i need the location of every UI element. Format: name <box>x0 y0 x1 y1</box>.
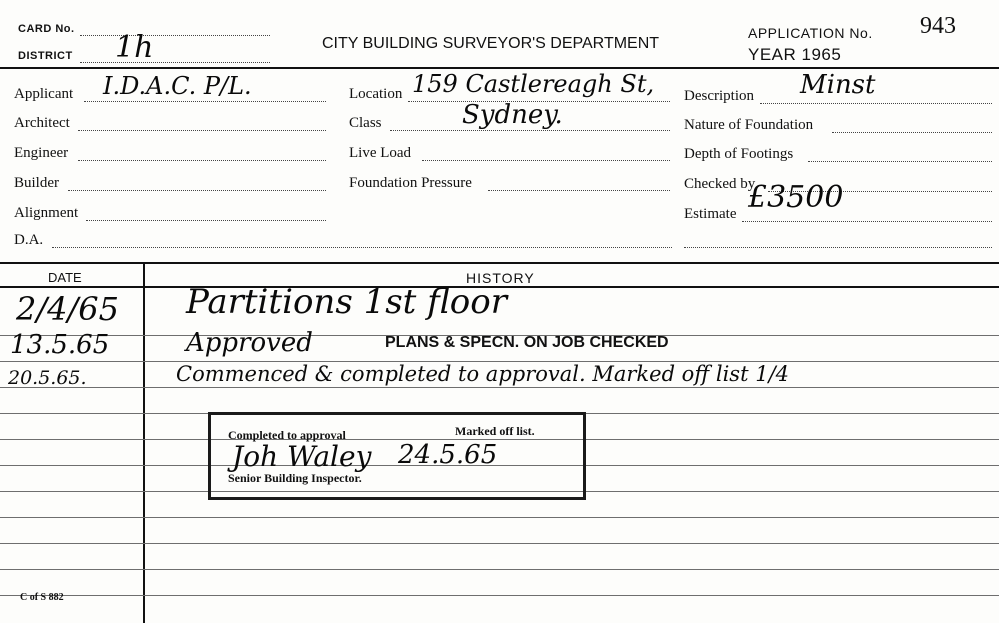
estimate-line <box>742 221 992 222</box>
history-text-2: Approved <box>186 328 313 358</box>
district-line <box>80 62 270 63</box>
location-value-line1: 159 Castlereagh St, <box>412 70 655 98</box>
da-line <box>52 247 672 248</box>
history-rule <box>0 569 999 570</box>
history-date-1: 2/4/65 <box>16 290 119 328</box>
history-date-2: 13.5.65 <box>10 330 110 360</box>
applicant-line <box>84 101 326 102</box>
history-rule <box>0 517 999 518</box>
applicant-label: Applicant <box>14 86 74 102</box>
class-label: Class <box>349 115 382 131</box>
depth-of-footings-line <box>808 161 992 162</box>
estimate-value: £3500 <box>748 180 844 215</box>
engineer-line <box>78 160 326 161</box>
alignment-line <box>86 220 326 221</box>
checked-by-label: Checked by <box>684 176 756 192</box>
nature-of-foundation-line <box>832 132 992 133</box>
architect-label: Architect <box>14 115 70 131</box>
applicant-value: I.D.A.C. P/L. <box>103 72 252 100</box>
stamp-inspector-title: Senior Building Inspector. <box>228 471 362 485</box>
class-line <box>390 130 670 131</box>
engineer-label: Engineer <box>14 145 69 161</box>
depth-of-footings-label: Depth of Footings <box>684 146 794 162</box>
estimate-label: Estimate <box>684 206 737 222</box>
history-text-3: Commenced & completed to approval. Marked off list 1/4 <box>176 362 789 386</box>
alignment-label: Alignment <box>14 205 79 221</box>
foundation-pressure-line <box>488 190 670 191</box>
nature-of-foundation-label: Nature of Foundation <box>684 117 814 133</box>
stamp-marked-off-text: Marked off list. <box>455 424 535 438</box>
district-label: DISTRICT <box>18 50 73 62</box>
live-load-label: Live Load <box>349 145 412 161</box>
history-text-1: Partitions 1st floor <box>186 282 507 322</box>
history-rule <box>0 595 999 596</box>
location-label: Location <box>349 86 403 102</box>
history-rule <box>0 387 999 388</box>
description-line <box>760 103 992 104</box>
department-title: CITY BUILDING SURVEYOR'S DEPARTMENT <box>322 35 660 52</box>
foundation-pressure-label: Foundation Pressure <box>349 175 472 191</box>
stamp-completed-text: Completed to approval <box>228 428 346 442</box>
live-load-line <box>422 160 670 161</box>
blank-right-line <box>684 247 992 248</box>
header-rule <box>0 67 999 69</box>
location-value-line2: Sydney. <box>462 100 563 130</box>
application-no-label: APPLICATION No. <box>748 25 873 41</box>
history-date-3: 20.5.65. <box>8 367 87 389</box>
stamp-signature: Joh Waley <box>232 440 372 473</box>
date-header: DATE <box>48 270 82 285</box>
history-rule <box>0 543 999 544</box>
plans-checked-stamp: PLANS & SPECN. ON JOB CHECKED <box>385 334 669 351</box>
form-code: C of S 882 <box>20 592 64 603</box>
card-no-label: CARD No. <box>18 23 75 35</box>
history-header: HISTORY <box>466 270 535 286</box>
da-label: D.A. <box>14 232 44 248</box>
description-value: Minst <box>800 70 876 100</box>
architect-line <box>78 130 326 131</box>
year-label: YEAR 1965 <box>748 45 842 64</box>
builder-label: Builder <box>14 175 59 191</box>
district-value: 1h <box>115 30 154 65</box>
description-label: Description <box>684 88 754 104</box>
application-no-value: 943 <box>920 13 956 39</box>
stamp-date: 24.5.65 <box>398 440 498 470</box>
card-no-line <box>80 35 270 36</box>
history-top-rule <box>0 262 999 264</box>
builder-line <box>68 190 326 191</box>
